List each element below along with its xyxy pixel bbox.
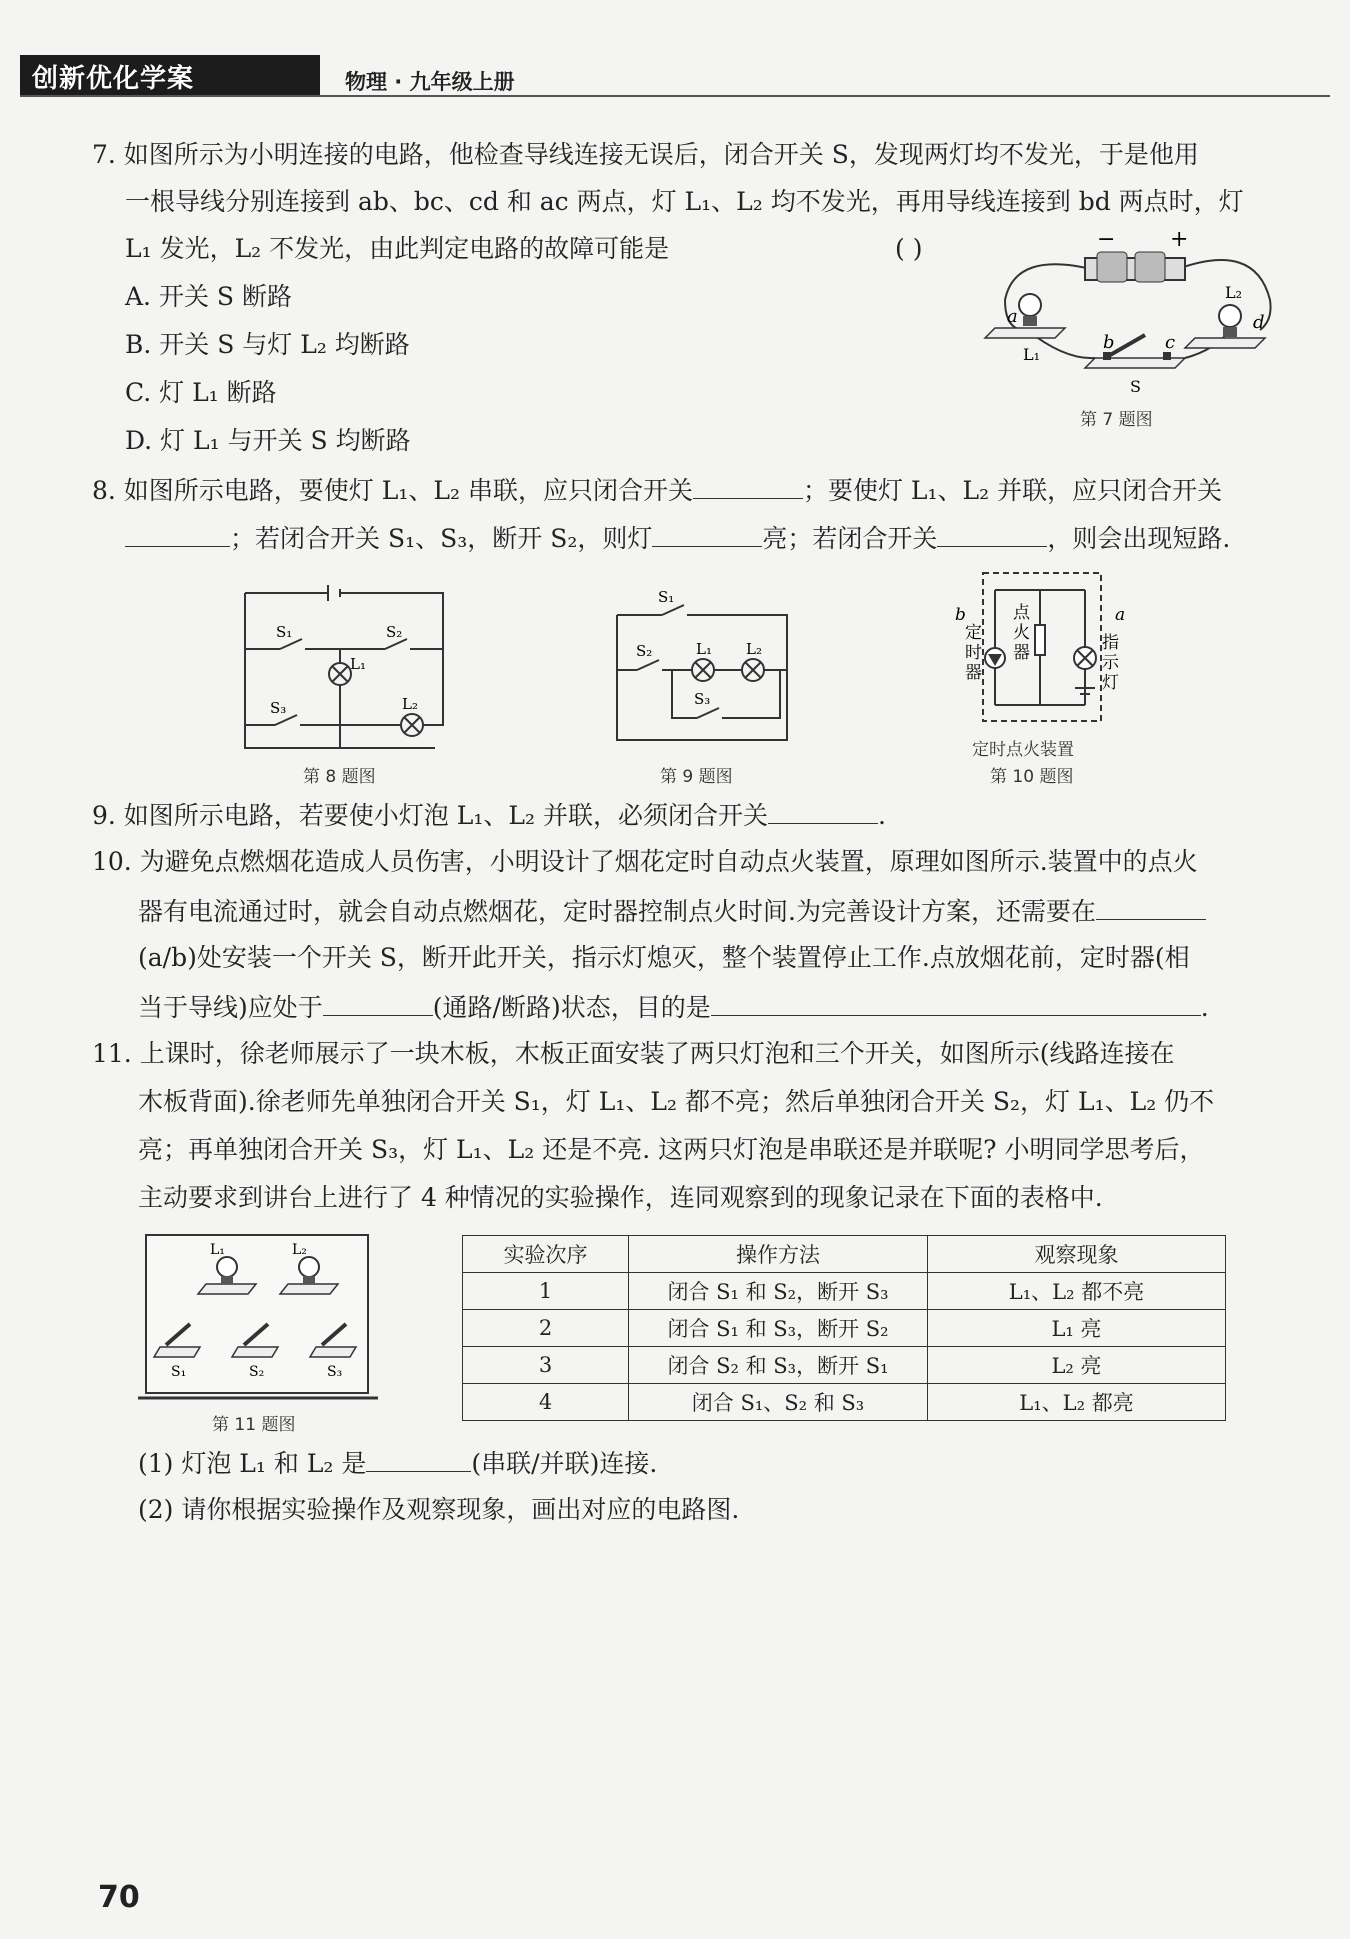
q11-part-1 <box>138 1445 657 1481</box>
header-subject: 物理 · 九年级上册 <box>345 70 515 94</box>
q8-blank-4[interactable] <box>937 520 1047 547</box>
q11-figure <box>138 1232 378 1407</box>
q11-s2-label: S₂ <box>249 1364 265 1380</box>
q11-part-1a: (1) 灯泡 L₁ 和 L₂ 是 <box>138 1449 367 1478</box>
q8-l1-label: L₁ <box>350 655 366 673</box>
q7-answer-paren: ( ) <box>895 234 923 263</box>
table-cell: L₁ 亮 <box>928 1310 1226 1347</box>
q10-igniter-label <box>1013 603 1031 663</box>
table-cell: 闭合 S₁ 和 S₂，断开 S₃ <box>629 1273 928 1310</box>
q10-line-4c: . <box>1200 993 1209 1022</box>
q7-option-a: A. 开关 S 断路 <box>125 282 292 311</box>
q7-option-b: B. 开关 S 与灯 L₂ 均断路 <box>125 330 410 359</box>
q7-s-label: S <box>1130 377 1141 396</box>
q10-lamp-char-3: 灯 <box>1102 673 1119 693</box>
q8-blank-1[interactable] <box>693 472 803 499</box>
q11-line-3: 亮；再单独闭合开关 S₃，灯 L₁、L₂ 还是不亮. 这两只灯泡是串联还是并联呢? 小明同学思考后， <box>138 1135 1205 1164</box>
q11-part-2: (2) 请你根据实验操作及观察现象，画出对应的电路图. <box>138 1495 740 1524</box>
q9-line-1a: 9. 如图所示电路，若要使小灯泡 L₁、L₂ 并联，必须闭合开关 <box>92 801 768 830</box>
q10-figure-title: 定时点火装置 <box>972 740 1074 760</box>
q8-line-2b: 亮；若闭合开关 <box>762 524 938 553</box>
table-header-row <box>463 1236 1226 1273</box>
table-cell: 闭合 S₂ 和 S₃，断开 S₁ <box>629 1347 928 1384</box>
q8-line-2 <box>125 520 1230 556</box>
q8-line-1b: ；要使灯 L₁、L₂ 并联，应只闭合开关 <box>802 476 1223 505</box>
q10-timer-char-3: 器 <box>965 663 982 683</box>
q10-caption: 第 10 题图 <box>990 767 1074 787</box>
q11-line-2: 木板背面).徐老师先单独闭合开关 S₁，灯 L₁、L₂ 都不亮；然后单独闭合开关 S₂，灯 L₁、L₂ 仍不 <box>138 1087 1215 1116</box>
q7-caption: 第 7 题图 <box>1080 410 1153 430</box>
table-cell: 2 <box>463 1310 629 1347</box>
table-row <box>463 1384 1226 1421</box>
q10-line-1: 10. 为避免点燃烟花造成人员伤害，小明设计了烟花定时自动点火装置，原理如图所示.装置中的点火 <box>92 847 1198 876</box>
q7-b-label: b <box>1103 332 1115 353</box>
q11-caption: 第 11 题图 <box>212 1415 296 1435</box>
q10-line-2a: 器有电流通过时，就会自动点燃烟花，定时器控制点火时间.为完善设计方案，还需要在 <box>138 897 1096 926</box>
q8-line-2a: ；若闭合开关 S₁、S₃，断开 S₂，则灯 <box>230 524 653 553</box>
q10-timer-char-2: 时 <box>965 643 982 663</box>
table-cell: 1 <box>463 1273 629 1310</box>
table-row <box>463 1273 1226 1310</box>
q10-igniter-char-3: 器 <box>1013 643 1030 663</box>
q10-blank-3[interactable] <box>711 989 1201 1016</box>
q9-s2-label: S₂ <box>636 642 653 660</box>
q10-line-4b: (通路/断路)状态，目的是 <box>432 993 711 1022</box>
table-cell: 3 <box>463 1347 629 1384</box>
q9-s1-label: S₁ <box>658 588 675 606</box>
header-rule <box>20 95 1330 97</box>
q7-l1-label: L₁ <box>1023 345 1041 364</box>
q7-minus-label: − <box>1097 227 1116 252</box>
q7-option-d: D. 灯 L₁ 与开关 S 均断路 <box>125 426 411 455</box>
table-header-cell: 实验次序 <box>463 1236 629 1273</box>
q9-l1-label: L₁ <box>696 640 712 658</box>
q8-blank-3[interactable] <box>652 520 762 547</box>
q7-plus-label: + <box>1170 227 1189 252</box>
table-cell: L₁、L₂ 都亮 <box>928 1384 1226 1421</box>
q10-line-4a: 当于导线)应处于 <box>138 993 323 1022</box>
q7-l2-label: L₂ <box>1225 283 1243 302</box>
table-cell: L₁、L₂ 都不亮 <box>928 1273 1226 1310</box>
q10-a-label: a <box>1115 605 1126 625</box>
q9-figure <box>612 590 797 750</box>
experiment-table <box>462 1235 1226 1421</box>
q10-lamp-char-1: 指 <box>1102 633 1119 653</box>
table-row <box>463 1310 1226 1347</box>
header-brand: 创新优化学案 <box>32 64 195 94</box>
table-cell: L₂ 亮 <box>928 1347 1226 1384</box>
q7-c-label: c <box>1165 332 1176 353</box>
q9-caption: 第 9 题图 <box>660 767 733 787</box>
table-row <box>463 1347 1226 1384</box>
q10-igniter-char-1: 点 <box>1013 603 1030 623</box>
q11-s3-label: S₃ <box>327 1364 343 1380</box>
q9-line-end: . <box>877 801 886 830</box>
q10-timer-label <box>965 623 982 683</box>
q10-igniter-char-2: 火 <box>1013 623 1030 643</box>
q7-d-label: d <box>1253 312 1265 333</box>
table-cell: 闭合 S₁ 和 S₃，断开 S₂ <box>629 1310 928 1347</box>
q8-s3-label: S₃ <box>270 699 287 717</box>
q7-a-label: a <box>1007 306 1018 327</box>
q11-s1-label: S₁ <box>171 1364 187 1380</box>
table-cell: 闭合 S₁、S₂ 和 S₃ <box>629 1384 928 1421</box>
q11-blank-1[interactable] <box>366 1445 471 1472</box>
q7-line-3: L₁ 发光，L₂ 不发光，由此判定电路的故障可能是 <box>125 234 670 263</box>
q8-line-2c: ，则会出现短路. <box>1047 524 1231 553</box>
q10-blank-2[interactable] <box>323 989 433 1016</box>
q8-line-1a: 8. 如图所示电路，要使灯 L₁、L₂ 串联，应只闭合开关 <box>92 476 693 505</box>
table-cell: 4 <box>463 1384 629 1421</box>
q10-figure <box>955 570 1135 725</box>
q9-line-1 <box>92 797 886 833</box>
q7-option-c: C. 灯 L₁ 断路 <box>125 378 277 407</box>
q10-lamp-label <box>1102 633 1120 693</box>
q8-figure <box>240 585 450 755</box>
q10-line-2 <box>138 893 1206 929</box>
q10-line-4 <box>138 989 1209 1025</box>
q8-s2-label: S₂ <box>386 623 403 641</box>
q10-line-3: (a/b)处安装一个开关 S，断开此开关，指示灯熄灭，整个装置停止工作.点放烟花前，定时器(相 <box>138 943 1190 972</box>
q10-timer-char-1: 定 <box>965 623 982 643</box>
q9-l2-label: L₂ <box>746 640 762 658</box>
q11-l1-label: L₁ <box>210 1242 225 1258</box>
q7-figure <box>985 227 1285 405</box>
q8-s1-label: S₁ <box>276 623 293 641</box>
q9-blank-1[interactable] <box>768 797 878 824</box>
q11-part-1b: (串联/并联)连接. <box>471 1449 658 1478</box>
q8-line-1 <box>92 472 1222 508</box>
q11-line-1: 11. 上课时，徐老师展示了一块木板，木板正面安装了两只灯泡和三个开关，如图所示(线路连接在 <box>92 1039 1175 1068</box>
q8-caption: 第 8 题图 <box>303 767 376 787</box>
q11-l2-label: L₂ <box>292 1242 307 1258</box>
q7-line-1: 7. 如图所示为小明连接的电路，他检查导线连接无误后，闭合开关 S，发现两灯均不发光，于是他用 <box>92 140 1199 169</box>
q10-blank-1[interactable] <box>1096 893 1206 920</box>
q7-line-2: 一根导线分别连接到 ab、bc、cd 和 ac 两点，灯 L₁、L₂ 均不发光，再用导线连接到 bd 两点时，灯 <box>125 187 1244 216</box>
table-header-cell: 操作方法 <box>629 1236 928 1273</box>
q11-line-4: 主动要求到讲台上进行了 4 种情况的实验操作，连同观察到的现象记录在下面的表格中. <box>138 1183 1103 1212</box>
q8-blank-2[interactable] <box>125 520 230 547</box>
table-header-cell: 观察现象 <box>928 1236 1226 1273</box>
q10-b-label: b <box>955 605 966 625</box>
page-number: 70 <box>98 1880 140 1915</box>
q10-lamp-char-2: 示 <box>1102 653 1119 673</box>
q9-s3-label: S₃ <box>694 690 711 708</box>
q8-l2-label: L₂ <box>402 695 418 713</box>
